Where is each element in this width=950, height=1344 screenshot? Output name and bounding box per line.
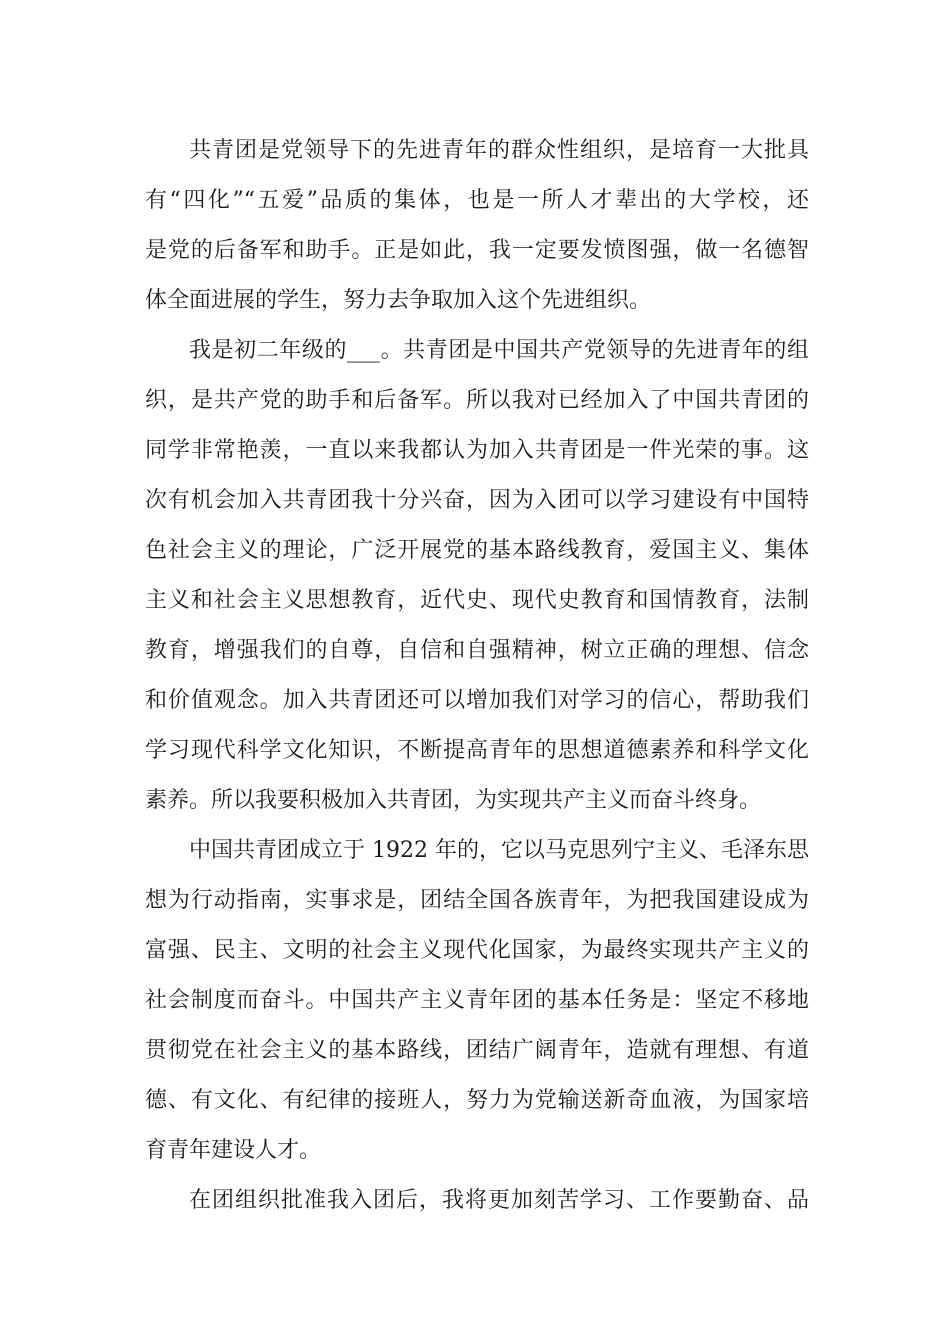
text-line: 主义和社会主义思想教育，近代史、现代史教育和国情教育，法制 bbox=[145, 588, 809, 613]
document-body bbox=[145, 126, 809, 1226]
text-line: 织，是共产党的助手和后备军。所以我对已经加入了中国共青团的 bbox=[145, 388, 809, 413]
text-line: 我是初二年级的___。共青团是中国共产党领导的先进青年的组 bbox=[189, 338, 809, 363]
paragraph bbox=[145, 1176, 809, 1226]
paragraph bbox=[145, 826, 809, 1176]
text-line: 共青团是党领导下的先进青年的群众性组织，是培育一大批具 bbox=[189, 138, 809, 163]
text-line: 社会制度而奋斗。中国共产主义青年团的基本任务是：坚定不移地 bbox=[145, 988, 809, 1013]
text-line: 育青年建设人才。 bbox=[145, 1138, 322, 1163]
text-line: 富强、民主、文明的社会主义现代化国家，为最终实现共产主义的 bbox=[145, 938, 809, 963]
text-line: 色社会主义的理论，广泛开展党的基本路线教育，爱国主义、集体 bbox=[145, 538, 809, 563]
text-line: 教育，增强我们的自尊，自信和自强精神，树立正确的理想、信念 bbox=[145, 638, 809, 663]
paragraph bbox=[145, 326, 809, 826]
text-line: 德、有文化、有纪律的接班人，努力为党输送新奇血液，为国家培 bbox=[145, 1088, 809, 1113]
text-line: 在团组织批准我入团后，我将更加刻苦学习、工作要勤奋、品 bbox=[189, 1188, 809, 1213]
text-line: 有“四化”“五爱”品质的集体，也是一所人才辈出的大学校，还 bbox=[145, 188, 809, 213]
text-line: 次有机会加入共青团我十分兴奋，因为入团可以学习建设有中国特 bbox=[145, 488, 809, 513]
text-line: 学习现代科学文化知识，不断提高青年的思想道德素养和科学文化 bbox=[145, 738, 809, 763]
text-line: 和价值观念。加入共青团还可以增加我们对学习的信心，帮助我们 bbox=[145, 688, 809, 713]
text-line: 体全面进展的学生，努力去争取加入这个先进组织。 bbox=[145, 288, 652, 313]
text-line: 贯彻党在社会主义的基本路线，团结广阔青年，造就有理想、有道 bbox=[145, 1038, 809, 1063]
paragraph bbox=[145, 126, 809, 326]
text-line: 是党的后备军和助手。正是如此，我一定要发愤图强，做一名德智 bbox=[145, 238, 809, 263]
text-line: 同学非常艳羡，一直以来我都认为加入共青团是一件光荣的事。这 bbox=[145, 438, 809, 463]
text-line: 想为行动指南，实事求是，团结全国各族青年，为把我国建设成为 bbox=[145, 888, 809, 913]
text-line: 素养。所以我要积极加入共青团，为实现共产主义而奋斗终身。 bbox=[145, 788, 762, 813]
text-line: 中国共青团成立于 1922 年的，它以马克思列宁主义、毛泽东思 bbox=[189, 838, 809, 863]
